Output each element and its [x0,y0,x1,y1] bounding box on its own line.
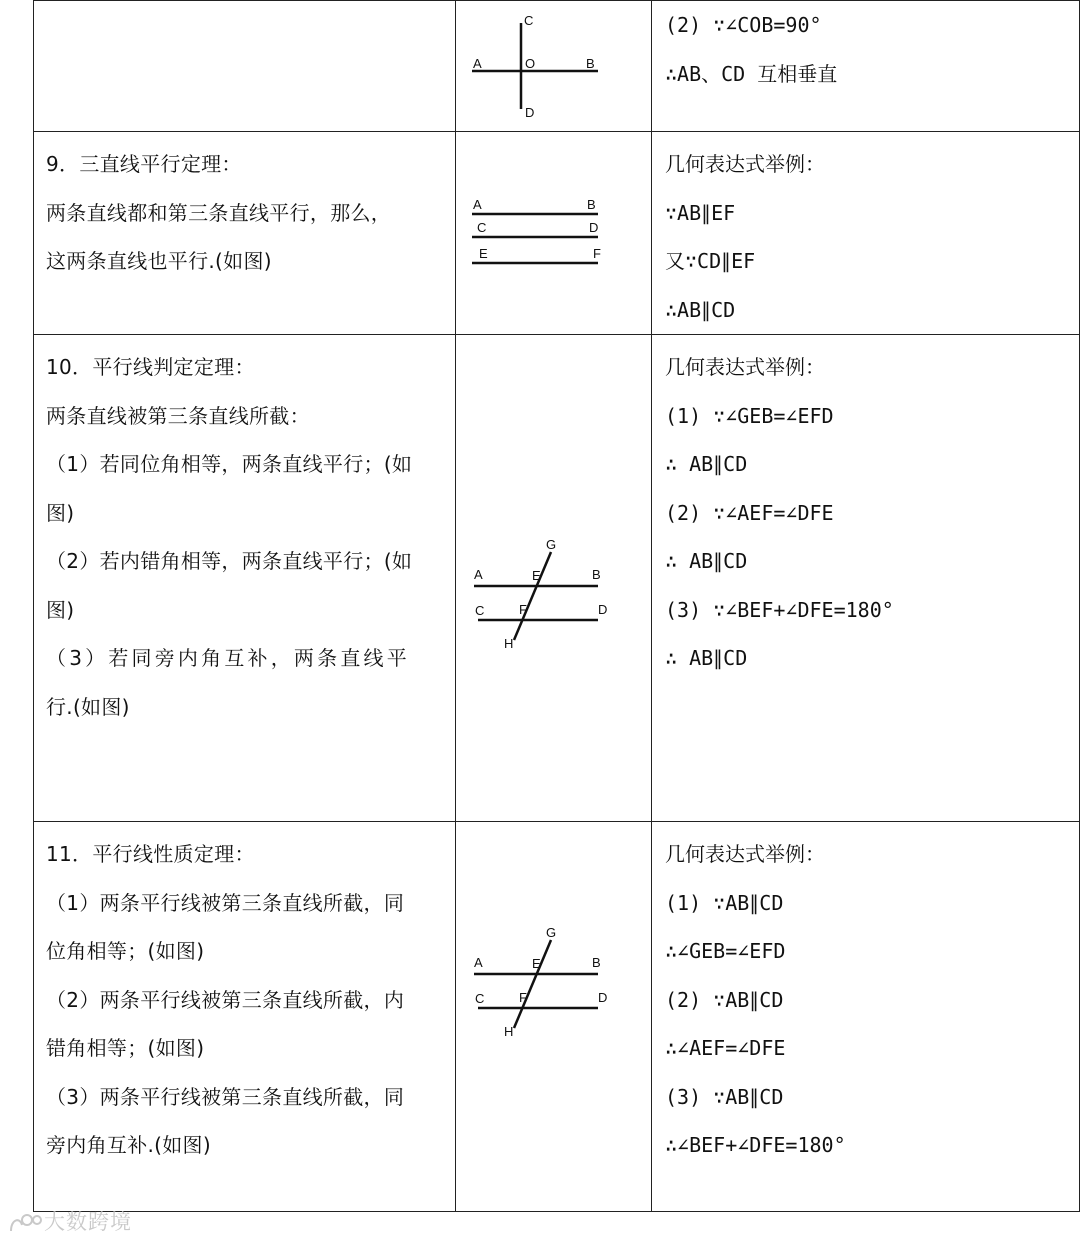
figure-label-c: C [475,603,485,618]
expression-heading: 几何表达式举例： [665,842,825,866]
figure-label-f: F [519,990,527,1005]
theorem-title: 9．三直线平行定理： [46,152,242,176]
theorem-table [33,0,1080,1212]
expression-line: 又∵CD∥EF [665,249,756,273]
figure-cell [456,1,652,132]
theorem-line: 两条直线被第三条直线所截： [46,403,310,428]
table-row [34,132,1080,335]
figure-label-d: D [598,990,608,1005]
theorem-line: （1）若同位角相等，两条直线平行；(如 [46,452,413,476]
theorem-line: 两条直线都和第三条直线平行，那么， [46,200,392,225]
theorem-line: 错角相等；(如图) [46,1036,205,1060]
figure-label-c: C [477,220,487,235]
brand-logo-icon [8,1211,44,1235]
theorem-line: （3）两条平行线被第三条直线所截，同 [46,1084,405,1109]
figure-label-h: H [504,1024,514,1039]
theorem-title: 11．平行线性质定理： [46,842,255,866]
figure-label-h: H [504,636,514,651]
table-row [34,335,1080,822]
figure-label-o: O [525,56,536,71]
figure-label-a: A [474,567,483,582]
expression-cell [652,1,1080,132]
theorem-cell [34,132,456,335]
three-parallel-lines-figure [456,132,652,328]
transversal-parallel-figure [456,335,652,822]
figure-label-g: G [546,537,557,552]
theorem-line: 位角相等；(如图) [46,939,205,963]
expression-line: ∴∠GEB=∠EFD [665,939,786,963]
theorem-line: 行.(如图) [46,694,130,719]
expression-line: (1) ∵∠GEB=∠EFD [665,403,834,428]
theorem-line: （1）两条平行线被第三条直线所截，同 [46,890,405,915]
expression-line: (2) ∵AB∥CD [665,987,784,1012]
table-row [34,1,1080,132]
theorem-line: 这两条直线也平行.(如图) [46,249,272,273]
watermark-text: 大数跨境 [44,1210,132,1234]
figure-label-c: C [475,991,485,1006]
expression-line: ∴∠AEF=∠DFE [665,1036,786,1060]
watermark [8,1206,132,1236]
theorem-line: 图) [46,597,75,622]
figure-label-b: B [586,56,595,71]
expression-heading: 几何表达式举例： [665,152,825,176]
figure-label-f: F [593,246,601,261]
transversal-parallel-figure [456,822,652,1212]
expression-line: ∴ AB∥CD [665,646,748,670]
expression-line: ∴ AB∥CD [665,452,748,476]
expression-line: (2) ∵∠COB=90° [665,13,822,37]
figure-label-d: D [589,220,599,235]
theorem-cell [34,822,456,1212]
expression-line: ∵AB∥EF [665,200,736,225]
figure-label-a: A [473,197,482,212]
expression-line: (3) ∵∠BEF+∠DFE=180° [665,597,894,622]
expression-line: (3) ∵AB∥CD [665,1084,784,1109]
expression-line: ∴AB、CD 互相垂直 [665,61,838,86]
expression-cell [652,822,1080,1212]
figure-cell [456,335,652,822]
theorem-title: 10．平行线判定定理： [46,355,255,379]
table-row [34,822,1080,1212]
figure-cell [456,822,652,1212]
figure-cell [456,132,652,335]
figure-label-d: D [598,602,608,617]
figure-label-b: B [592,955,601,970]
theorem-line: （2）若内错角相等，两条直线平行；(如 [46,549,413,573]
expression-line: ∴AB∥CD [665,297,736,322]
expression-line: ∴ AB∥CD [665,549,748,573]
theorem-line: 图) [46,500,75,525]
figure-label-e: E [532,568,541,583]
figure-label-c: C [524,13,534,28]
theorem-line: （2）两条平行线被第三条直线所截，内 [46,987,405,1012]
theorem-line: 旁内角互补.(如图) [46,1133,211,1157]
figure-label-d: D [525,105,535,120]
theorem-line: （3）若同旁内角互补，两条直线平 [46,646,410,670]
expression-heading: 几何表达式举例： [665,355,825,379]
figure-label-e: E [479,246,488,261]
figure-label-a: A [473,56,482,71]
expression-line: ∴∠BEF+∠DFE=180° [665,1133,846,1157]
expression-cell [652,132,1080,335]
figure-label-b: B [592,567,601,582]
theorem-cell [34,1,456,132]
theorem-cell [34,335,456,822]
expression-cell [652,335,1080,822]
figure-label-e: E [532,956,541,971]
expression-line: (1) ∵AB∥CD [665,890,784,915]
perpendicular-lines-figure [456,1,652,132]
figure-label-a: A [474,955,483,970]
figure-label-f: F [519,602,527,617]
expression-line: (2) ∵∠AEF=∠DFE [665,500,834,525]
figure-label-g: G [546,925,557,940]
figure-label-b: B [587,197,596,212]
